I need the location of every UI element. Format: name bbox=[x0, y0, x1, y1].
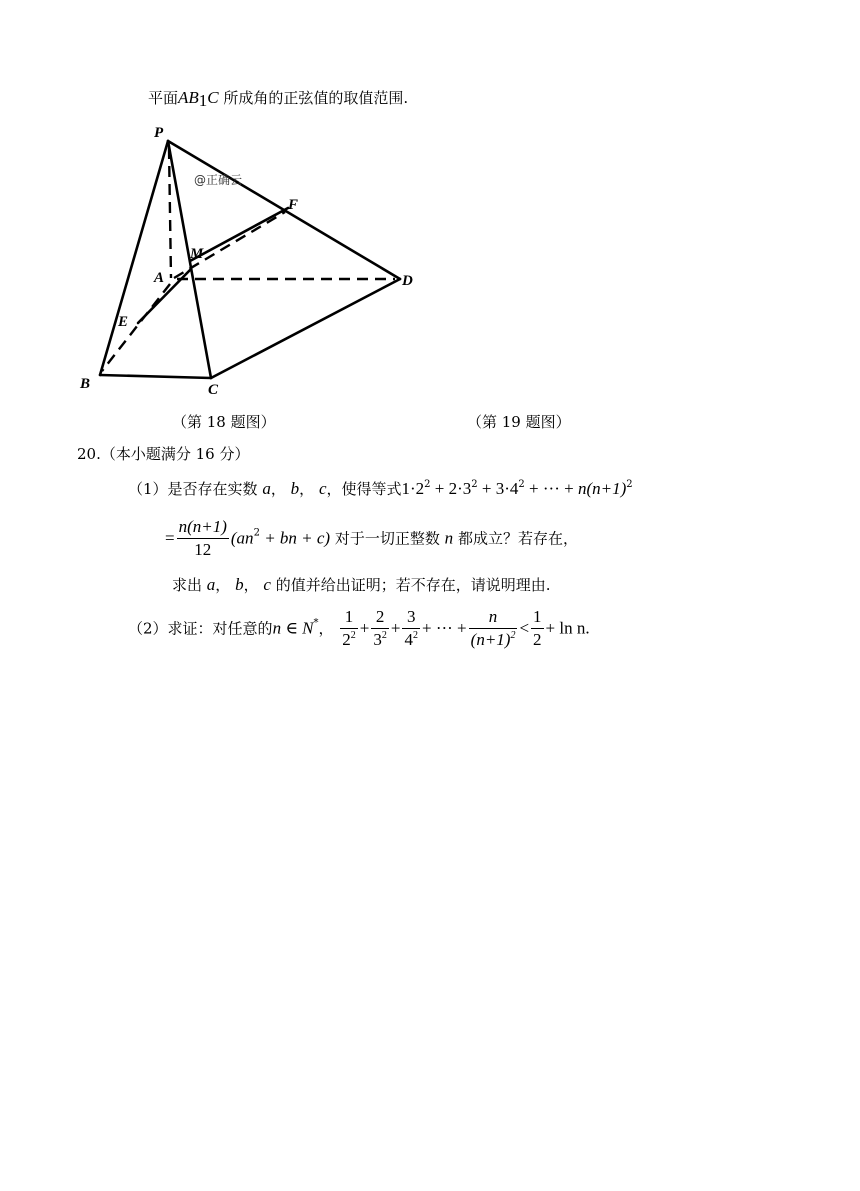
intro-line bbox=[148, 88, 408, 108]
sep: ， bbox=[270, 480, 286, 498]
label-b: B bbox=[80, 376, 91, 392]
label-a: A bbox=[154, 270, 165, 286]
watermark: @正确云 bbox=[194, 173, 243, 187]
var-n: n bbox=[444, 528, 454, 548]
part1-line2 bbox=[165, 517, 578, 560]
series-dots: + ··· + bbox=[421, 618, 467, 638]
edge-pb bbox=[100, 141, 168, 375]
var-b: b bbox=[290, 479, 300, 498]
part2-line: （2）求证：对任意的n ∈ N*， $\frac{1}{2^2}$ + $\frac{2}{3^2}$ + $\frac{3}{4^2}$ + ··· + $\frac{n}{(n+1)^2}$ < $\frac{1}{2}$ + ln n. bbox=[128, 607, 590, 649]
problem-number: 20. bbox=[77, 445, 101, 463]
fraction-numerator: n(n+1) bbox=[178, 517, 227, 536]
var-a: a bbox=[262, 479, 271, 498]
series-term2: + 2·3 bbox=[430, 479, 472, 498]
fraction-denominator bbox=[371, 628, 389, 650]
exponent: 2 bbox=[626, 479, 633, 490]
label-m: M bbox=[190, 246, 204, 262]
sep: ， bbox=[215, 576, 231, 594]
part1-text-d: 都成立？若存在， bbox=[457, 529, 578, 548]
fraction-3-over-4sq bbox=[402, 607, 420, 650]
fraction-numerator: 3 bbox=[406, 607, 416, 626]
fraction-n-over-12 bbox=[177, 517, 229, 560]
part1-text-b: ，使得等式 bbox=[326, 480, 402, 498]
problem-score: （本小题满分 16 分） bbox=[100, 445, 250, 463]
fraction-2-over-3sq bbox=[371, 607, 389, 650]
var-c: c bbox=[263, 575, 271, 594]
fraction-denominator bbox=[469, 628, 518, 650]
fraction-1-over-2sq bbox=[340, 607, 358, 650]
var-b: b bbox=[235, 575, 244, 594]
ln-term: + ln n bbox=[545, 618, 586, 638]
series-term3: + 3·4 bbox=[477, 479, 519, 498]
period: . bbox=[585, 618, 590, 638]
exponent: 2 bbox=[412, 630, 418, 641]
exponent: 2 bbox=[510, 630, 516, 641]
fraction-1-over-2 bbox=[531, 607, 544, 650]
series-term-n: n(n+1) bbox=[577, 479, 627, 498]
edge-cd bbox=[211, 279, 400, 378]
part1-text-e: 求出 bbox=[172, 576, 203, 594]
label-p: P bbox=[154, 125, 164, 141]
var-c: c bbox=[318, 479, 327, 498]
part1-label: （1） bbox=[128, 480, 168, 498]
den-base: (n+1) bbox=[470, 630, 511, 649]
intro-expr-c: C bbox=[207, 88, 219, 107]
caption-fig18: （第 18 题图） bbox=[172, 413, 276, 431]
var-a: a bbox=[206, 575, 216, 594]
poly-a: (an bbox=[230, 528, 254, 548]
exponent: 2 bbox=[381, 630, 387, 641]
series-dots: + ··· + bbox=[524, 479, 578, 498]
part1-text-a: 是否存在实数 bbox=[167, 480, 258, 498]
comma: ， bbox=[318, 619, 334, 638]
part2-label: （2） bbox=[128, 619, 168, 638]
edge-bc bbox=[100, 375, 211, 378]
den-base: 3 bbox=[373, 630, 382, 649]
edge-ab-hidden bbox=[102, 284, 170, 371]
part1-text-f: 的值并给出证明；若不存在，请说明理由. bbox=[275, 576, 551, 594]
exponent: 2 bbox=[253, 527, 260, 539]
label-d: D bbox=[402, 273, 413, 289]
fraction-numerator: n bbox=[488, 607, 498, 626]
series-term1: 1·2 bbox=[401, 479, 425, 498]
den-base: 2 bbox=[342, 630, 351, 649]
intro-prefix: 平面 bbox=[148, 89, 179, 107]
caption-fig19: （第 19 题图） bbox=[467, 413, 571, 431]
pyramid-figure bbox=[70, 118, 430, 403]
label-f: F bbox=[288, 197, 299, 213]
intro-expr-sub: 1 bbox=[198, 91, 208, 110]
den-base: 4 bbox=[404, 630, 413, 649]
label-e: E bbox=[118, 314, 129, 330]
fraction-numerator: 2 bbox=[375, 607, 385, 626]
superscript-star: * bbox=[313, 617, 319, 629]
less-than: < bbox=[519, 618, 530, 638]
edge-pa-hidden bbox=[169, 148, 171, 278]
set-expr: n ∈ N bbox=[272, 618, 314, 638]
exponent: 2 bbox=[471, 479, 478, 490]
problem-header bbox=[77, 444, 249, 464]
fraction-numerator: 1 bbox=[344, 607, 354, 626]
part1-line3 bbox=[172, 575, 551, 595]
label-c: C bbox=[208, 382, 219, 398]
poly-b: + bn + c) bbox=[259, 528, 331, 548]
fraction-denominator bbox=[402, 628, 420, 650]
intro-suffix: 所成角的正弦值的取值范围. bbox=[223, 89, 409, 107]
exponent: 2 bbox=[350, 630, 356, 641]
intro-expr-ab: AB bbox=[178, 88, 199, 107]
fraction-numerator: 1 bbox=[533, 607, 542, 626]
segment-mf bbox=[190, 208, 288, 261]
fraction-n-over-n1sq bbox=[469, 607, 518, 650]
segment-af-hidden bbox=[174, 212, 285, 278]
exponent: 2 bbox=[424, 479, 431, 490]
part2-text-a: 求证：对任意的 bbox=[167, 619, 273, 638]
sep: ， bbox=[299, 480, 315, 498]
fraction-denominator: 2 bbox=[533, 630, 542, 649]
exponent: 2 bbox=[518, 479, 525, 490]
equals-sign: = bbox=[165, 528, 175, 548]
fraction-denominator: 12 bbox=[177, 538, 229, 560]
sep: ， bbox=[243, 576, 259, 594]
fraction-denominator bbox=[340, 628, 358, 650]
part1-line1 bbox=[128, 479, 633, 499]
part1-text-c: 对于一切正整数 bbox=[334, 529, 440, 548]
